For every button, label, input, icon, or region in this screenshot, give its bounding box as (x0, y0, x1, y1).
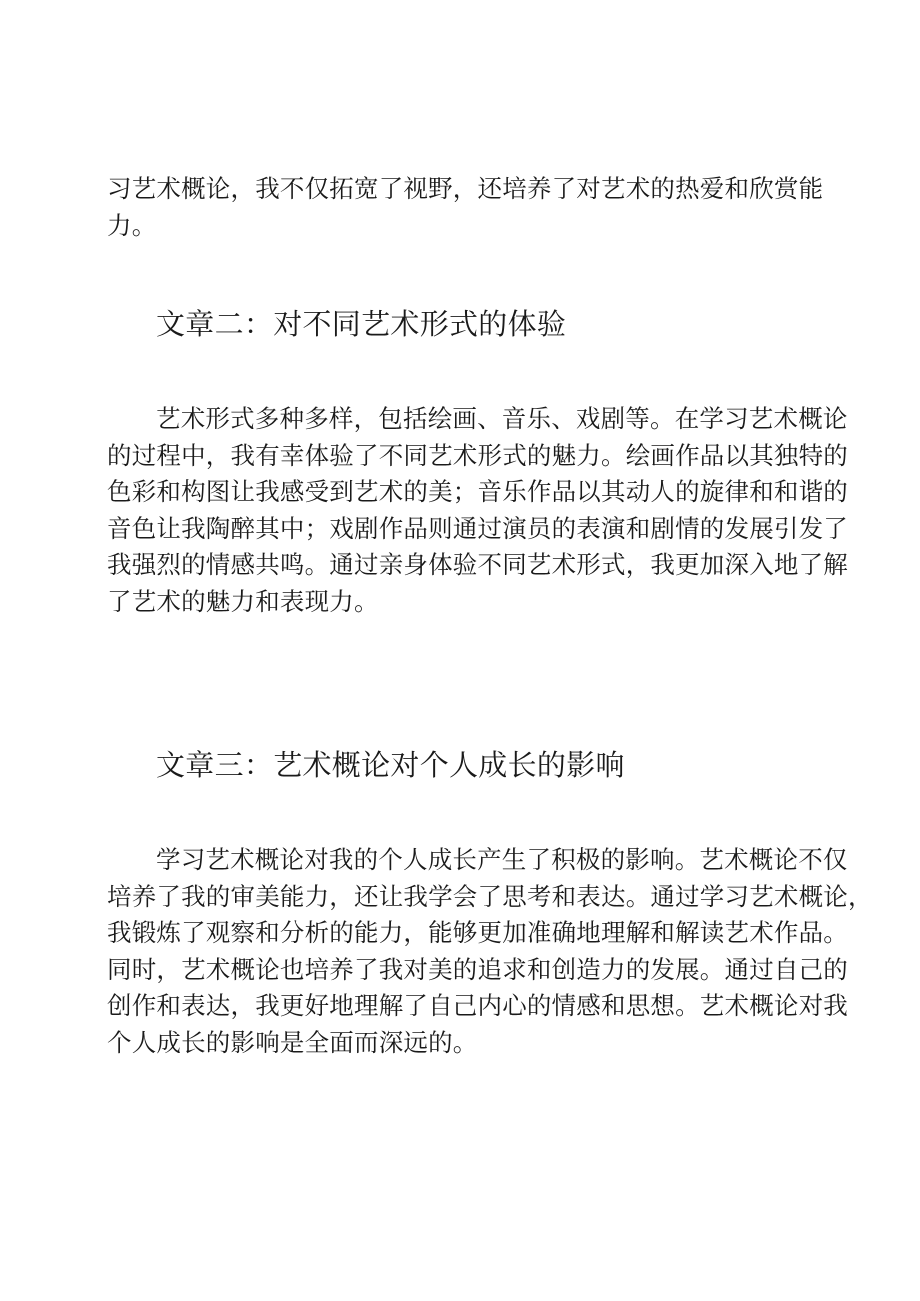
paragraph-line: 我强烈的情感共鸣。通过亲身体验不同艺术形式，我更加深入地了解 (107, 550, 848, 579)
section-2-paragraph (107, 401, 848, 620)
paragraph-line: 力。 (107, 210, 157, 240)
intro-paragraph (107, 171, 824, 244)
paragraph-line: 个人成长的影响是全面而深远的。 (107, 1027, 478, 1057)
paragraph-line: 学习艺术概论对我的个人成长产生了积极的影响。艺术概论不仅 (156, 845, 848, 874)
paragraph-line: 同时，艺术概论也培养了我对美的追求和创造力的发展。通过自己的 (107, 954, 848, 984)
paragraph-line: 色彩和构图让我感受到艺术的美；音乐作品以其动人的旋律和和谐的 (107, 477, 848, 506)
section-3-heading: 文章三：艺术概论对个人成长的影响 (156, 748, 625, 782)
paragraph-line: 我锻炼了观察和分析的能力，能够更加准确地理解和解读艺术作品。 (107, 918, 848, 947)
section-3-paragraph (107, 842, 873, 1061)
paragraph-line: 创作和表达，我更好地理解了自己内心的情感和思想。艺术概论对我 (107, 991, 848, 1020)
paragraph-line: 的过程中，我有幸体验了不同艺术形式的魅力。绘画作品以其独特的 (107, 440, 848, 470)
paragraph-line: 音色让我陶醉其中；戏剧作品则通过演员的表演和剧情的发展引发了 (107, 513, 848, 543)
paragraph-line: 习艺术概论，我不仅拓宽了视野，还培养了对艺术的热爱和欣赏能 (107, 174, 824, 203)
paragraph-line: 了艺术的魅力和表现力。 (107, 586, 379, 616)
section-2-heading: 文章二：对不同艺术形式的体验 (156, 307, 567, 341)
paragraph-line: 培养了我的审美能力，还让我学会了思考和表达。通过学习艺术概论， (107, 881, 873, 911)
paragraph-line: 艺术形式多种多样，包括绘画、音乐、戏剧等。在学习艺术概论 (156, 404, 848, 433)
